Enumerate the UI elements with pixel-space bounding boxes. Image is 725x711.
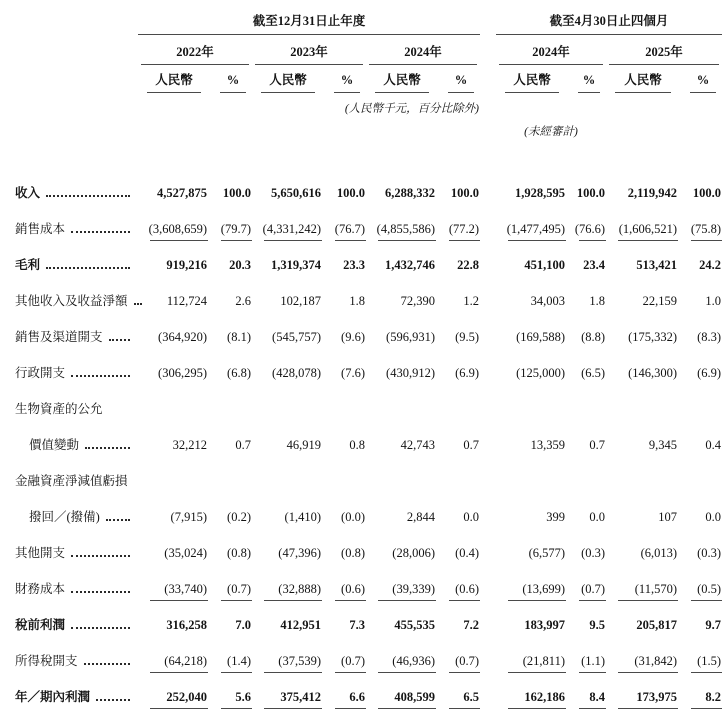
percent-cell: 24.2 — [699, 258, 722, 272]
amount-cell: (596,931) — [386, 330, 435, 344]
percent-cell: 100.0 — [450, 186, 480, 200]
percent-cell: (0.6) — [436, 567, 480, 603]
table-row — [0, 279, 722, 315]
amount-cell: 1,432,746 — [385, 258, 435, 272]
rmb-header-2025: 人民幣 — [606, 65, 678, 93]
amount-cell: (146,300) — [628, 366, 678, 380]
percent-cell: (1.5) — [678, 639, 722, 675]
percent-cell — [208, 459, 252, 495]
row-label: 撥回／(撥備) — [29, 510, 100, 524]
row-label: 年／期內利潤 — [15, 690, 91, 704]
row-label: 金融資產淨減值虧損 — [15, 474, 128, 488]
row-label: 其他收入及收益淨額 — [15, 294, 128, 308]
percent-cell: (0.8) — [227, 546, 251, 560]
dot-leader — [85, 447, 130, 449]
row-label-cell — [0, 351, 138, 387]
amount-cell: (33,740) — [138, 567, 208, 603]
table-row — [0, 567, 722, 603]
percent-cell: 9.7 — [705, 618, 722, 632]
percent-cell: 0.4 — [705, 438, 722, 452]
amount-cell — [606, 459, 678, 495]
row-label-cell — [0, 495, 138, 531]
percent-cell: 6.6 — [322, 675, 366, 711]
amount-cell: (37,539) — [252, 639, 322, 675]
table-row — [0, 171, 722, 207]
percent-cell: 0.0 — [463, 510, 480, 524]
group-gap — [480, 387, 496, 423]
table-row — [0, 315, 722, 351]
amount-cell: 513,421 — [636, 258, 678, 272]
percent-cell: 0.7 — [235, 438, 251, 452]
amount-cell: 46,919 — [286, 438, 321, 452]
percent-cell: (0.5) — [678, 567, 722, 603]
group-gap — [480, 35, 496, 66]
four-month-period-group-title: 截至4月30日止四個月 — [496, 8, 722, 35]
percent-cell — [436, 387, 480, 423]
percent-cell: 0.0 — [589, 510, 606, 524]
percent-cell: 1.8 — [349, 294, 365, 308]
amount-cell: 316,258 — [166, 618, 207, 632]
amount-cell: (4,855,586) — [366, 207, 436, 243]
percent-cell: 0.7 — [463, 438, 480, 452]
annual-period-group-title: 截至12月31日止年度 — [138, 8, 480, 35]
row-label: 銷售及渠道開支 — [15, 330, 103, 344]
label-column-header — [0, 8, 138, 35]
table-row — [0, 423, 722, 459]
percent-cell: (1.4) — [208, 639, 252, 675]
percent-cell: 20.3 — [229, 258, 251, 272]
percent-cell: 6.5 — [436, 675, 480, 711]
header-body-spacer — [0, 139, 722, 171]
table-row — [0, 207, 722, 243]
dot-leader — [71, 591, 130, 593]
row-label: 行政開支 — [15, 366, 66, 380]
percent-cell: 100.0 — [222, 186, 251, 200]
group-gap — [480, 243, 496, 279]
percent-cell: (6.9) — [455, 366, 480, 380]
percent-cell: 0.8 — [349, 438, 365, 452]
rmb-header-2024: 人民幣 — [366, 65, 436, 93]
amount-cell: 32,212 — [172, 438, 207, 452]
rmb-header-2024-4m: 人民幣 — [496, 65, 566, 93]
dot-leader — [71, 231, 130, 233]
group-gap — [480, 207, 496, 243]
percent-cell: (0.7) — [566, 567, 606, 603]
percent-cell — [322, 387, 366, 423]
amount-cell: 72,390 — [400, 294, 435, 308]
percent-cell: (8.8) — [581, 330, 606, 344]
percent-cell: 0.0 — [705, 510, 722, 524]
row-label: 毛利 — [15, 258, 41, 272]
amount-cell: 5,650,616 — [271, 186, 321, 200]
amount-cell: (6,013) — [640, 546, 678, 560]
percent-cell: (0.2) — [227, 510, 251, 524]
amount-cell: (7,915) — [170, 510, 207, 524]
row-label: 收入 — [15, 186, 41, 200]
year-2024-header: 2024年 — [366, 35, 480, 66]
currency-percent-header-row — [0, 65, 722, 93]
percent-cell — [678, 387, 722, 423]
units-note: (人民幣千元，百分比除外) — [344, 103, 480, 115]
year-header-row — [0, 35, 722, 66]
percent-cell — [678, 459, 722, 495]
row-label: 銷售成本 — [15, 222, 66, 236]
percent-cell: 23.4 — [583, 258, 606, 272]
amount-cell — [252, 387, 322, 423]
group-gap — [480, 531, 496, 567]
amount-cell: 42,743 — [400, 438, 435, 452]
amount-cell: (4,331,242) — [252, 207, 322, 243]
percent-cell: 1.0 — [705, 294, 722, 308]
percent-cell: 8.2 — [678, 675, 722, 711]
percent-cell: 23.3 — [343, 258, 365, 272]
year-2023-header: 2023年 — [252, 35, 366, 66]
group-gap — [480, 315, 496, 351]
amount-cell: 162,186 — [496, 675, 566, 711]
row-label-cell — [0, 423, 138, 459]
percent-cell: 5.6 — [208, 675, 252, 711]
amount-cell: 13,359 — [530, 438, 566, 452]
percent-cell: 2.6 — [235, 294, 251, 308]
percent-cell: 1.8 — [589, 294, 606, 308]
percent-cell: (9.5) — [455, 330, 480, 344]
percent-cell: (6.8) — [227, 366, 251, 380]
table-row — [0, 603, 722, 639]
amount-cell: (31,842) — [606, 639, 678, 675]
amount-cell — [496, 387, 566, 423]
row-label-cell — [0, 243, 138, 279]
group-gap — [480, 495, 496, 531]
percent-cell: (0.6) — [322, 567, 366, 603]
dot-leader — [84, 663, 130, 665]
amount-cell: 919,216 — [166, 258, 207, 272]
percent-cell: (1.1) — [566, 639, 606, 675]
percent-cell: (0.8) — [341, 546, 365, 560]
amount-cell — [138, 387, 208, 423]
percent-cell: (8.1) — [227, 330, 251, 344]
percent-cell: (0.7) — [322, 639, 366, 675]
group-gap — [480, 351, 496, 387]
pct-header-2025: % — [678, 65, 722, 93]
amount-cell: 455,535 — [394, 618, 435, 632]
amount-cell: (1,410) — [284, 510, 321, 524]
amount-cell: 102,187 — [280, 294, 321, 308]
percent-cell: (6.9) — [697, 366, 722, 380]
amount-cell: 9,345 — [648, 438, 678, 452]
amount-cell: 173,975 — [606, 675, 678, 711]
percent-cell: (9.6) — [341, 330, 365, 344]
unaudited-note-row — [0, 116, 722, 139]
group-gap — [480, 8, 496, 35]
rmb-header-2022: 人民幣 — [138, 65, 208, 93]
table-row — [0, 387, 722, 423]
amount-cell: 408,599 — [366, 675, 436, 711]
percent-cell: 8.4 — [566, 675, 606, 711]
percent-cell: (76.6) — [566, 207, 606, 243]
dot-leader — [71, 627, 130, 629]
row-label: 稅前利潤 — [15, 618, 66, 632]
amount-cell: 22,159 — [642, 294, 678, 308]
pct-header-2022: % — [208, 65, 252, 93]
group-gap — [480, 459, 496, 495]
dot-leader — [46, 267, 130, 269]
amount-cell: (1,606,521) — [606, 207, 678, 243]
amount-cell: (125,000) — [516, 366, 566, 380]
group-gap — [480, 675, 496, 711]
percent-cell — [322, 459, 366, 495]
amount-cell: 112,724 — [166, 294, 207, 308]
row-label-cell — [0, 459, 138, 495]
group-gap — [480, 65, 496, 93]
amount-cell: (13,699) — [496, 567, 566, 603]
row-label-cell — [0, 387, 138, 423]
percent-cell: (0.4) — [455, 546, 480, 560]
row-label-cell — [0, 207, 138, 243]
group-gap — [480, 639, 496, 675]
pct-header-2024: % — [436, 65, 480, 93]
row-label: 所得稅開支 — [15, 654, 78, 668]
unaudited-note: (未經審計) — [524, 126, 578, 138]
amount-cell — [606, 387, 678, 423]
percent-cell — [208, 387, 252, 423]
table-row — [0, 243, 722, 279]
percent-cell: (77.2) — [436, 207, 480, 243]
percent-cell: 9.5 — [589, 618, 606, 632]
percent-cell: 100.0 — [336, 186, 365, 200]
amount-cell — [496, 459, 566, 495]
amount-cell: (169,588) — [516, 330, 566, 344]
row-label-cell — [0, 315, 138, 351]
amount-cell: 4,527,875 — [157, 186, 207, 200]
table-row — [0, 459, 722, 495]
pct-header-2023: % — [322, 65, 366, 93]
amount-cell: 34,003 — [530, 294, 566, 308]
pct-header-2024-4m: % — [566, 65, 606, 93]
percent-cell: 7.2 — [463, 618, 480, 632]
row-label-cell — [0, 603, 138, 639]
amount-cell — [138, 459, 208, 495]
financial-statements-table — [0, 8, 722, 711]
amount-cell — [366, 387, 436, 423]
amount-cell — [366, 459, 436, 495]
amount-cell: (364,920) — [158, 330, 207, 344]
amount-cell: 2,119,942 — [627, 186, 678, 200]
percent-cell: (0.7) — [208, 567, 252, 603]
row-label: 其他開支 — [15, 546, 66, 560]
group-gap — [480, 279, 496, 315]
amount-cell: 205,817 — [636, 618, 678, 632]
table-row — [0, 639, 722, 675]
row-label-cell — [0, 171, 138, 207]
amount-cell: (46,936) — [366, 639, 436, 675]
table-row — [0, 675, 722, 711]
percent-cell: (8.3) — [697, 330, 722, 344]
amount-cell: 412,951 — [280, 618, 321, 632]
dot-leader — [109, 339, 130, 341]
percent-cell: 7.0 — [235, 618, 251, 632]
amount-cell: (39,339) — [366, 567, 436, 603]
amount-cell: (11,570) — [606, 567, 678, 603]
amount-cell: (430,912) — [386, 366, 435, 380]
dot-leader — [106, 519, 130, 521]
amount-cell — [252, 459, 322, 495]
percent-cell: 22.8 — [457, 258, 480, 272]
year-2022-header: 2022年 — [138, 35, 252, 66]
percent-cell: 100.0 — [692, 186, 722, 200]
percent-cell: (79.7) — [208, 207, 252, 243]
table-row — [0, 495, 722, 531]
percent-cell: 7.3 — [349, 618, 365, 632]
row-label-cell — [0, 531, 138, 567]
amount-cell: 375,412 — [252, 675, 322, 711]
row-label: 財務成本 — [15, 582, 66, 596]
dot-leader — [46, 195, 130, 197]
amount-cell: 399 — [546, 510, 566, 524]
group-gap — [480, 603, 496, 639]
percent-cell: (0.0) — [341, 510, 365, 524]
amount-cell: (64,218) — [138, 639, 208, 675]
period-group-header-row — [0, 8, 722, 35]
amount-cell: 107 — [658, 510, 678, 524]
amount-cell: (6,577) — [528, 546, 566, 560]
amount-cell: 183,997 — [524, 618, 566, 632]
fourmonth-2024-header: 2024年 — [496, 35, 606, 66]
amount-cell: 252,040 — [138, 675, 208, 711]
amount-cell: (1,477,495) — [496, 207, 566, 243]
percent-cell: (0.7) — [436, 639, 480, 675]
row-label-cell — [0, 279, 138, 315]
amount-cell: 6,288,332 — [385, 186, 435, 200]
percent-cell: 100.0 — [576, 186, 606, 200]
amount-cell: 451,100 — [524, 258, 566, 272]
units-note-row — [0, 93, 722, 116]
row-label: 價值變動 — [29, 438, 80, 452]
amount-cell: (32,888) — [252, 567, 322, 603]
amount-cell: (175,332) — [628, 330, 678, 344]
amount-cell: (35,024) — [164, 546, 207, 560]
percent-cell: (6.5) — [581, 366, 606, 380]
percent-cell: (75.8) — [678, 207, 722, 243]
dot-leader — [96, 699, 130, 701]
amount-cell: 2,844 — [406, 510, 435, 524]
amount-cell: (306,295) — [158, 366, 207, 380]
dot-leader — [71, 555, 130, 557]
row-label: 生物資產的公允 — [15, 402, 103, 416]
percent-cell — [566, 459, 606, 495]
group-gap — [480, 171, 496, 207]
row-label-cell — [0, 675, 138, 711]
row-label-cell — [0, 639, 138, 675]
dot-leader — [71, 375, 130, 377]
amount-cell: 1,319,374 — [271, 258, 321, 272]
percent-cell: (0.3) — [697, 546, 722, 560]
group-gap — [480, 423, 496, 459]
fourmonth-2025-header: 2025年 — [606, 35, 722, 66]
amount-cell: (28,006) — [392, 546, 435, 560]
amount-cell: (428,078) — [272, 366, 321, 380]
percent-cell: (0.3) — [581, 546, 606, 560]
percent-cell — [566, 387, 606, 423]
amount-cell: (47,396) — [278, 546, 321, 560]
amount-cell: (3,608,659) — [138, 207, 208, 243]
percent-cell: (76.7) — [322, 207, 366, 243]
percent-cell: (7.6) — [341, 366, 365, 380]
amount-cell: (21,811) — [496, 639, 566, 675]
table-row — [0, 351, 722, 387]
percent-cell: 0.7 — [589, 438, 606, 452]
rmb-header-2023: 人民幣 — [252, 65, 322, 93]
amount-cell: 1,928,595 — [515, 186, 566, 200]
row-label-cell — [0, 567, 138, 603]
amount-cell: (545,757) — [272, 330, 321, 344]
group-gap — [480, 567, 496, 603]
table-body — [0, 171, 722, 711]
percent-cell: 1.2 — [463, 294, 480, 308]
percent-cell — [436, 459, 480, 495]
table-row — [0, 531, 722, 567]
